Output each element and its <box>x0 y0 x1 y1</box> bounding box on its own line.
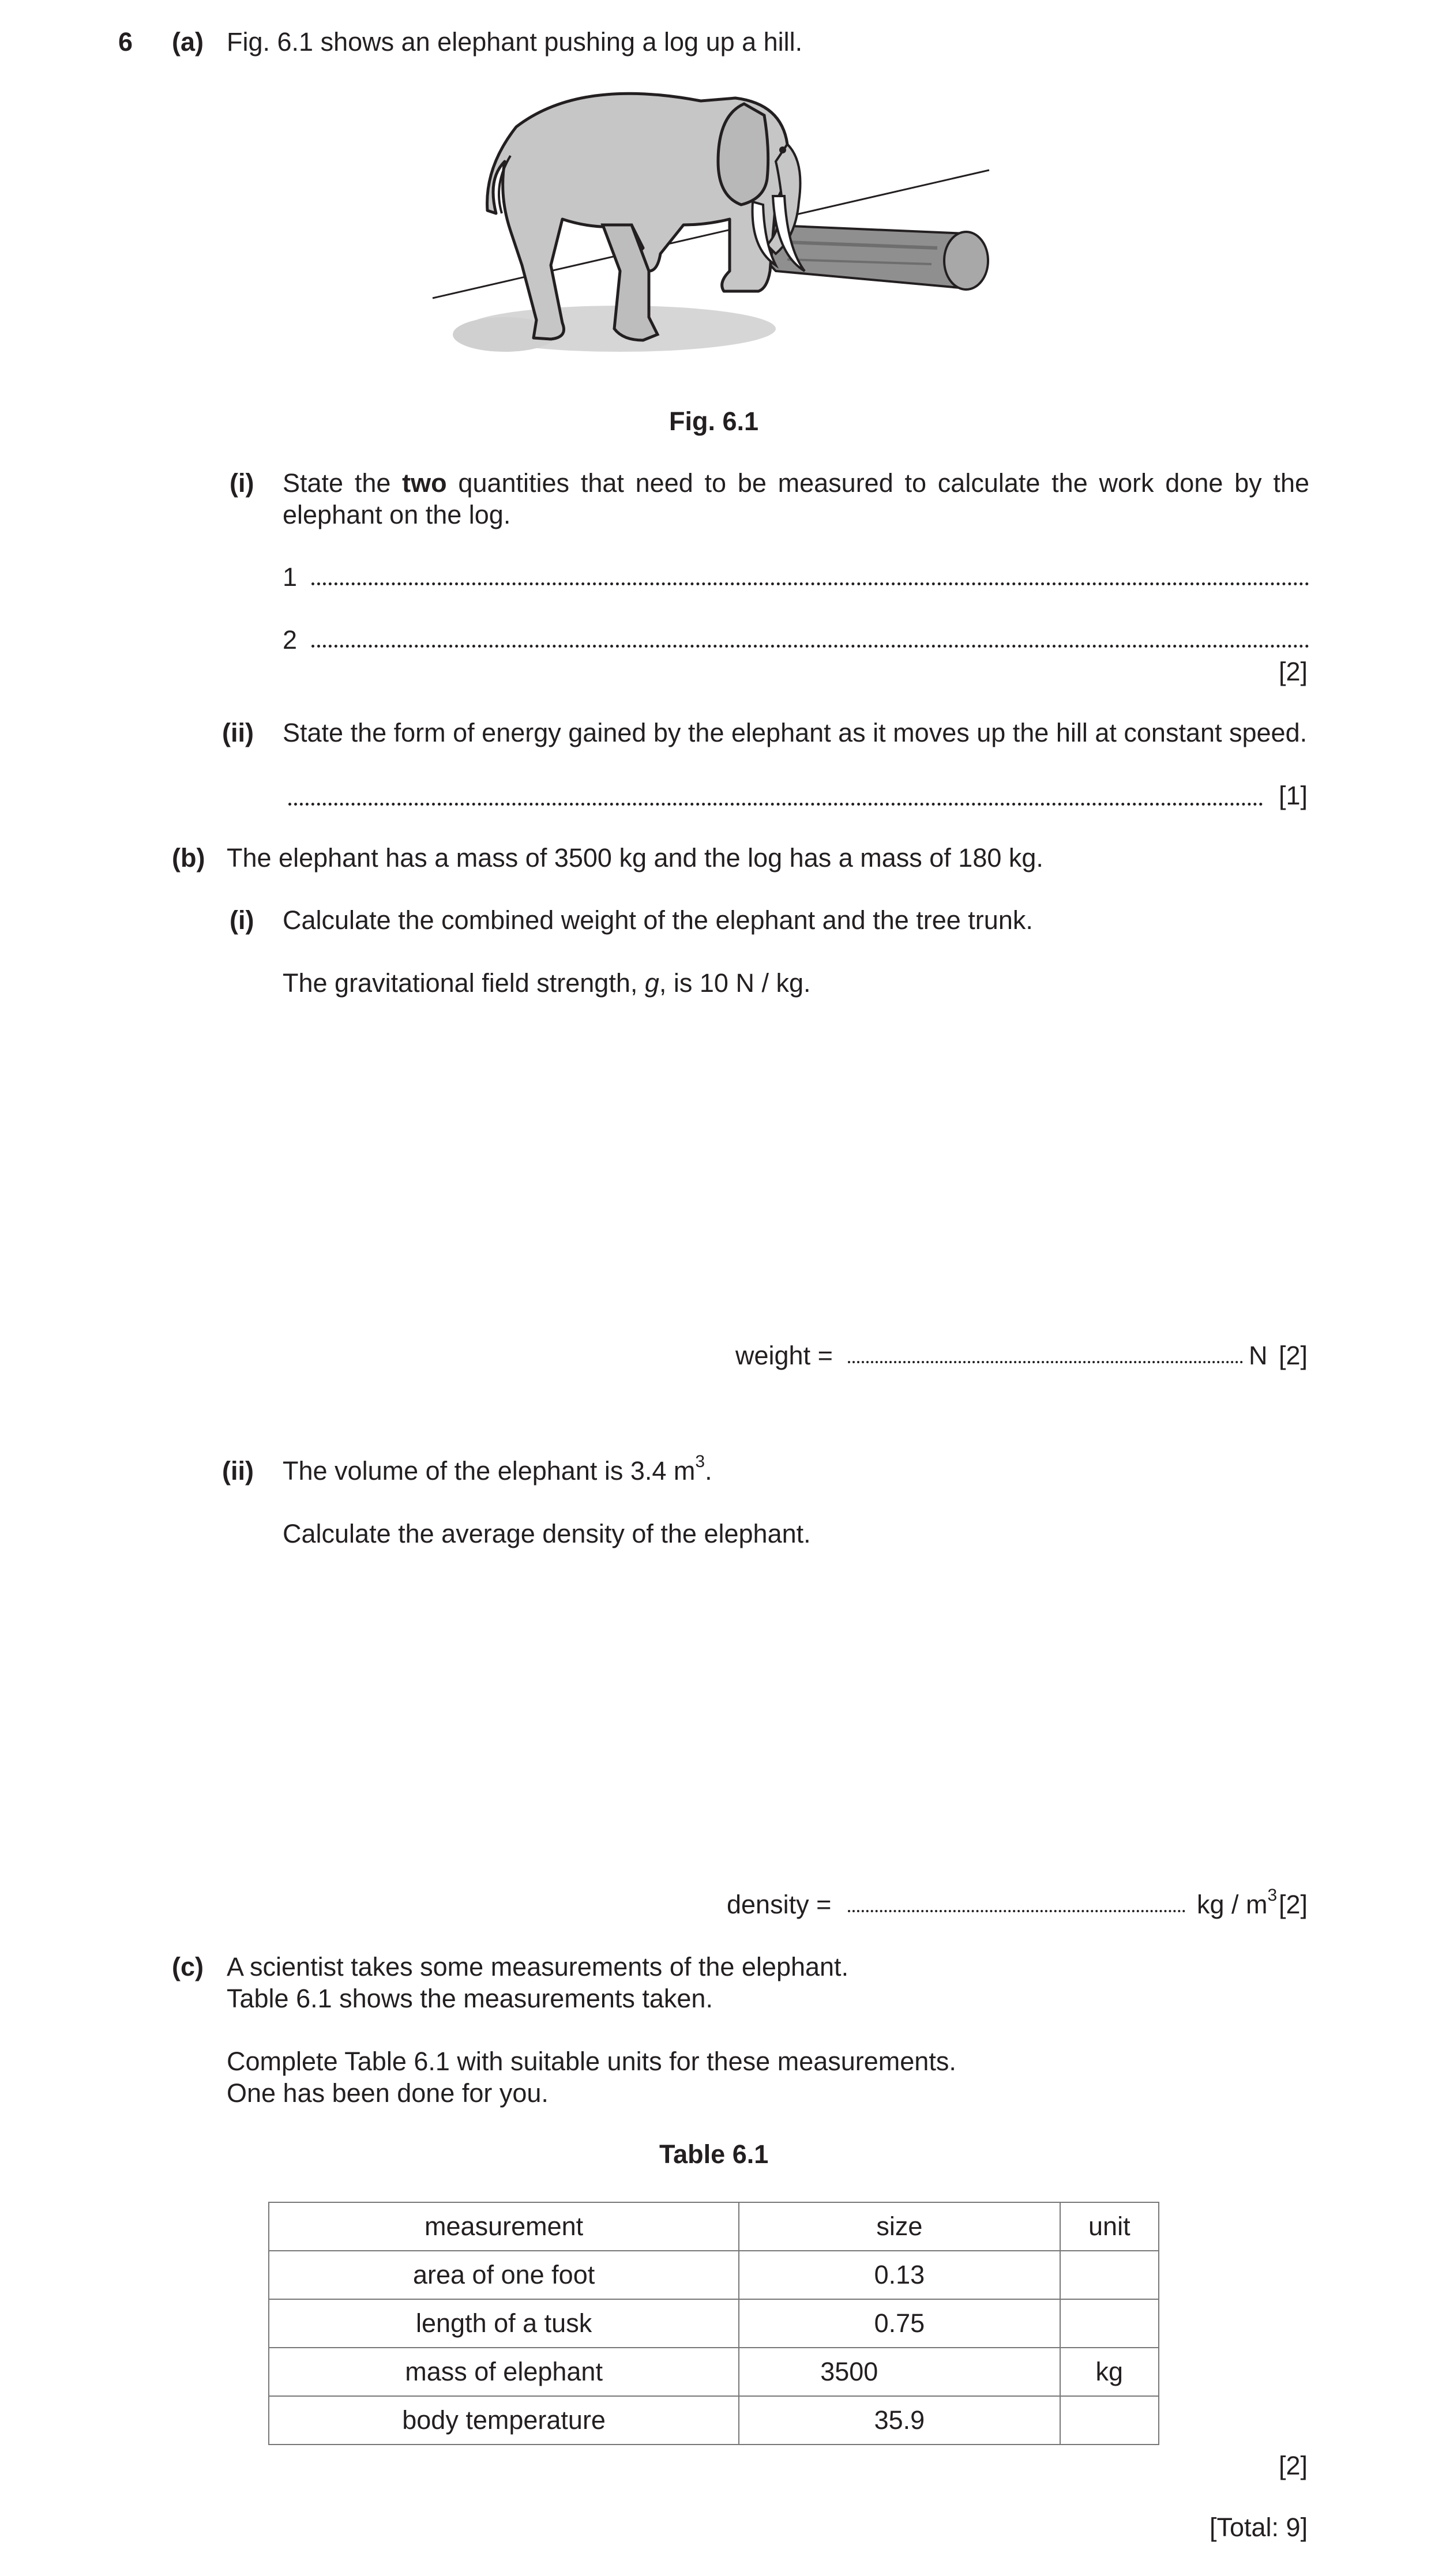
part-b-ii-label: (ii) <box>222 1456 254 1486</box>
density-answer-field[interactable] <box>848 1910 1185 1912</box>
part-a-intro: Fig. 6.1 shows an elephant pushing a log up a hill. <box>227 27 803 57</box>
measurement-cell: body temperature <box>269 2396 739 2445</box>
part-c-line2: Table 6.1 shows the measurements taken. <box>227 1984 713 2013</box>
density-unit <box>1197 1886 1278 1919</box>
part-c-line3: Complete Table 6.1 with suitable units for these measurements. <box>227 2047 956 2076</box>
part-b-ii-prompt2: Calculate the average density of the elephant. <box>283 1519 811 1548</box>
unit-cell[interactable] <box>1060 2396 1159 2445</box>
answer-line-2[interactable] <box>311 645 1309 648</box>
measurement-cell: length of a tusk <box>269 2299 739 2348</box>
measurement-cell: mass of elephant <box>269 2348 739 2396</box>
part-c-marks: [2] <box>1279 2451 1308 2480</box>
measurements-table <box>268 2202 1159 2445</box>
volume-text-end: . <box>705 1456 712 1486</box>
prompt-bold-two: two <box>402 468 447 498</box>
measurement-cell: area of one foot <box>269 2251 739 2299</box>
density-answer-label: density = <box>727 1890 832 1919</box>
part-a-i-prompt <box>283 470 1309 496</box>
volume-text: The volume of the elephant is 3.4 m <box>283 1456 696 1486</box>
table-row <box>269 2299 1159 2348</box>
header-unit: unit <box>1060 2202 1159 2251</box>
density-unit-exponent: 3 <box>1267 1886 1278 1905</box>
part-b-ii-marks: [2] <box>1279 1890 1308 1919</box>
density-unit-text: kg / m <box>1197 1890 1268 1919</box>
answer-line-energy[interactable] <box>288 803 1263 806</box>
unit-cell: kg <box>1060 2348 1159 2396</box>
answer-line-2-number: 2 <box>283 625 298 655</box>
question-number: 6 <box>118 27 133 57</box>
part-b-i-prompt: Calculate the combined weight of the elephant and the tree trunk. <box>283 905 1033 935</box>
prompt-text-1: State the <box>283 468 403 498</box>
size-cell: 35.9 <box>739 2396 1060 2445</box>
g-text-pre: The gravitational field strength, <box>283 968 645 998</box>
part-a-i-label: (i) <box>230 468 254 498</box>
size-cell: 0.13 <box>739 2251 1060 2299</box>
unit-cell[interactable] <box>1060 2299 1159 2348</box>
gravitational-field-statement <box>283 970 811 996</box>
question-total: [Total: 9] <box>1210 2513 1308 2542</box>
g-text-post: , is 10 N / kg. <box>659 968 811 998</box>
table-caption: Table 6.1 <box>659 2139 769 2169</box>
table-row <box>269 2396 1159 2445</box>
table-row <box>269 2251 1159 2299</box>
part-b-ii-prompt <box>283 1452 712 1486</box>
part-a-label: (a) <box>172 27 204 57</box>
part-b-i-marks: [2] <box>1279 1341 1308 1370</box>
table-header-row <box>269 2202 1159 2251</box>
weight-unit: N <box>1249 1341 1268 1370</box>
part-b-label: (b) <box>172 843 205 873</box>
answer-line-1[interactable] <box>311 582 1309 585</box>
part-a-ii-marks: [1] <box>1279 781 1308 810</box>
part-a-i-marks: [2] <box>1279 657 1308 686</box>
elephant-log-figure <box>430 81 998 369</box>
part-a-i-prompt-line2: elephant on the log. <box>283 500 511 529</box>
header-size: size <box>739 2202 1060 2251</box>
part-b-intro: The elephant has a mass of 3500 kg and the log has a mass of 180 kg. <box>227 843 1043 873</box>
part-c-line4: One has been done for you. <box>227 2078 549 2108</box>
header-measurement: measurement <box>269 2202 739 2251</box>
size-cell: 3500 <box>739 2348 1060 2396</box>
weight-answer-label: weight = <box>735 1341 833 1370</box>
part-b-i-label: (i) <box>230 905 254 935</box>
unit-cell[interactable] <box>1060 2251 1159 2299</box>
volume-exponent: 3 <box>695 1452 705 1471</box>
table-row <box>269 2348 1159 2396</box>
answer-line-1-number: 1 <box>283 562 298 592</box>
part-a-ii-prompt: State the form of energy gained by the elephant as it moves up the hill at constant speed. <box>283 718 1308 747</box>
part-a-ii-label: (ii) <box>222 718 254 747</box>
figure-caption: Fig. 6.1 <box>669 407 759 436</box>
weight-answer-field[interactable] <box>848 1361 1243 1363</box>
size-cell: 0.75 <box>739 2299 1060 2348</box>
part-c-line1: A scientist takes some measurements of the elephant. <box>227 1952 849 1981</box>
g-variable: g <box>644 968 659 998</box>
part-c-label: (c) <box>172 1952 204 1981</box>
prompt-text-2: quantities that need to be measured to calculate the work done by the <box>446 468 1309 498</box>
